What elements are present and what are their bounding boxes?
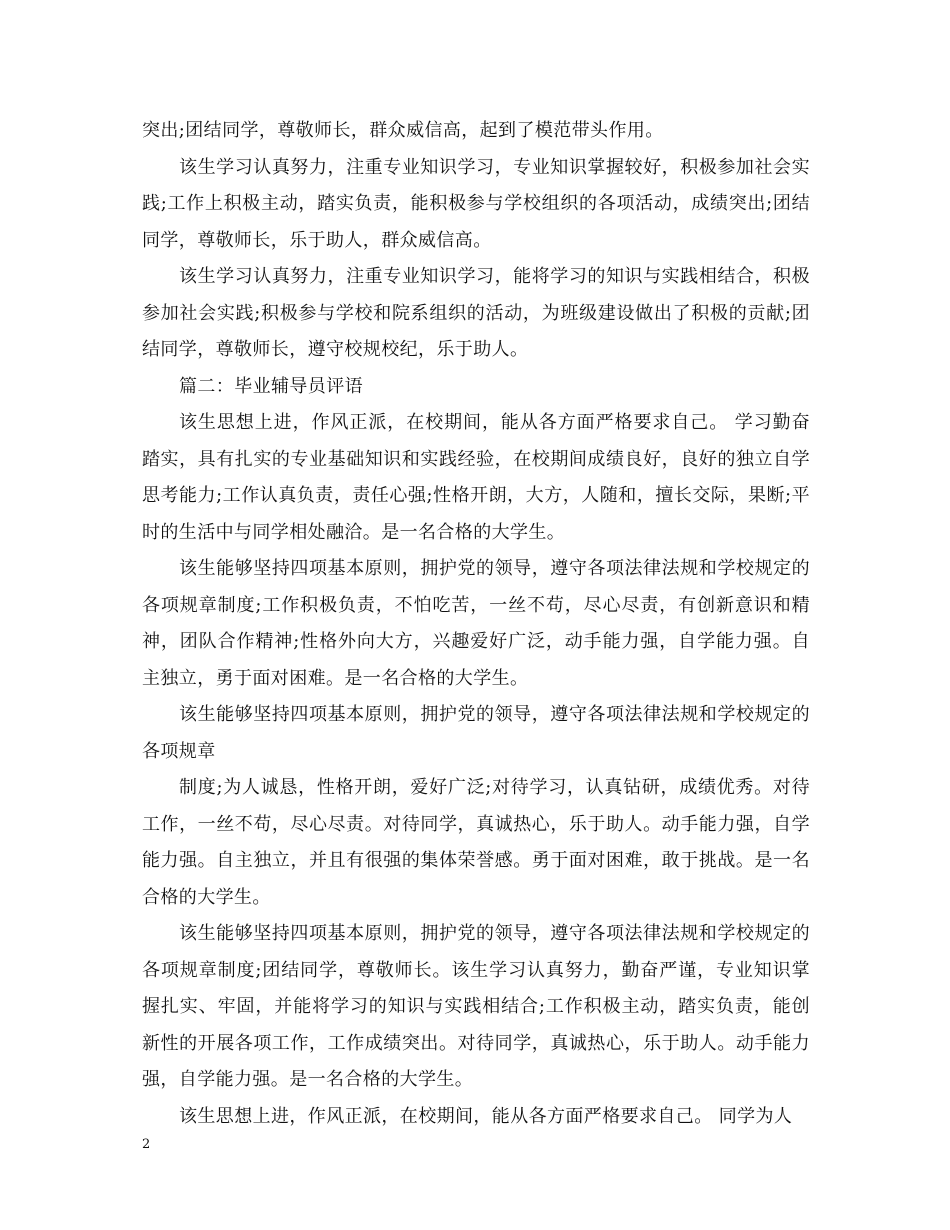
paragraph-10: 该生思想上进，作风正派，在校期间，能从各方面严格要求自己。 同学为人 <box>179 1105 793 1127</box>
paragraph-5: 该生思想上进，作风正派，在校期间，能从各方面严格要求自己。 学习勤奋踏实，具有扎实的专业基础知识和实践经验，在校期间成绩良好，良好的独立自学思考能力;工作认真负责，责任心强;性格开朗，大方，人随和，擅长交际，果断;平时的生活中与同学相处融洽。是一名合格的大学生。 <box>142 412 810 543</box>
paragraph-2: 该生学习认真努力，注重专业知识学习，专业知识掌握较好，积极参加社会实践;工作上积极主动，踏实负责，能积极参与学校组织的各项活动，成绩突出;团结同学，尊敬师长，乐于助人，群众威信高。 <box>142 156 810 251</box>
page-number: 2 <box>142 1137 151 1152</box>
paragraph-6: 该生能够坚持四项基本原则，拥护党的领导，遵守各项法律法规和学校规定的各项规章制度;工作积极负责，不怕吃苦，一丝不苟，尽心尽责，有创新意识和精神，团队合作精神;性格外向大方，兴趣爱好广泛，动手能力强，自学能力强。自主独立，勇于面对困难。是一名合格的大学生。 <box>142 558 810 689</box>
paragraph-8: 制度;为人诚恳，性格开朗，爱好广泛;对待学习，认真钻研，成绩优秀。对待工作，一丝不苟，尽心尽责。对待同学，真诚热心，乐于助人。动手能力强，自学能力强。自主独立，并且有很强的集体荣誉感。勇于面对困难，敢于挑战。是一名合格的大学生。 <box>142 777 810 908</box>
paragraph-9: 该生能够坚持四项基本原则，拥护党的领导，遵守各项法律法规和学校规定的各项规章制度;团结同学，尊敬师长。该生学习认真努力，勤奋严谨，专业知识掌握扎实、牢固，并能将学习的知识与实践相结合;工作积极主动，踏实负责，能创新性的开展各项工作，工作成绩突出。对待同学，真诚热心，乐于助人。动手能力强，自学能力强。是一名合格的大学生。 <box>142 923 810 1090</box>
document-body <box>142 113 810 1135</box>
paragraph-3: 该生学习认真努力，注重专业知识学习，能将学习的知识与实践相结合，积极参加社会实践;积极参与学校和院系组织的活动，为班级建设做出了积极的贡献;团结同学，尊敬师长，遵守校规校纪，乐于助人。 <box>142 266 810 360</box>
paragraph-1: 突出;团结同学，尊敬师长，群众威信高，起到了模范带头作用。 <box>142 120 664 141</box>
section-heading: 篇二：毕业辅导员评语 <box>179 375 363 397</box>
paragraph-7: 该生能够坚持四项基本原则，拥护党的领导，遵守各项法律法规和学校规定的各项规章 <box>142 704 810 762</box>
